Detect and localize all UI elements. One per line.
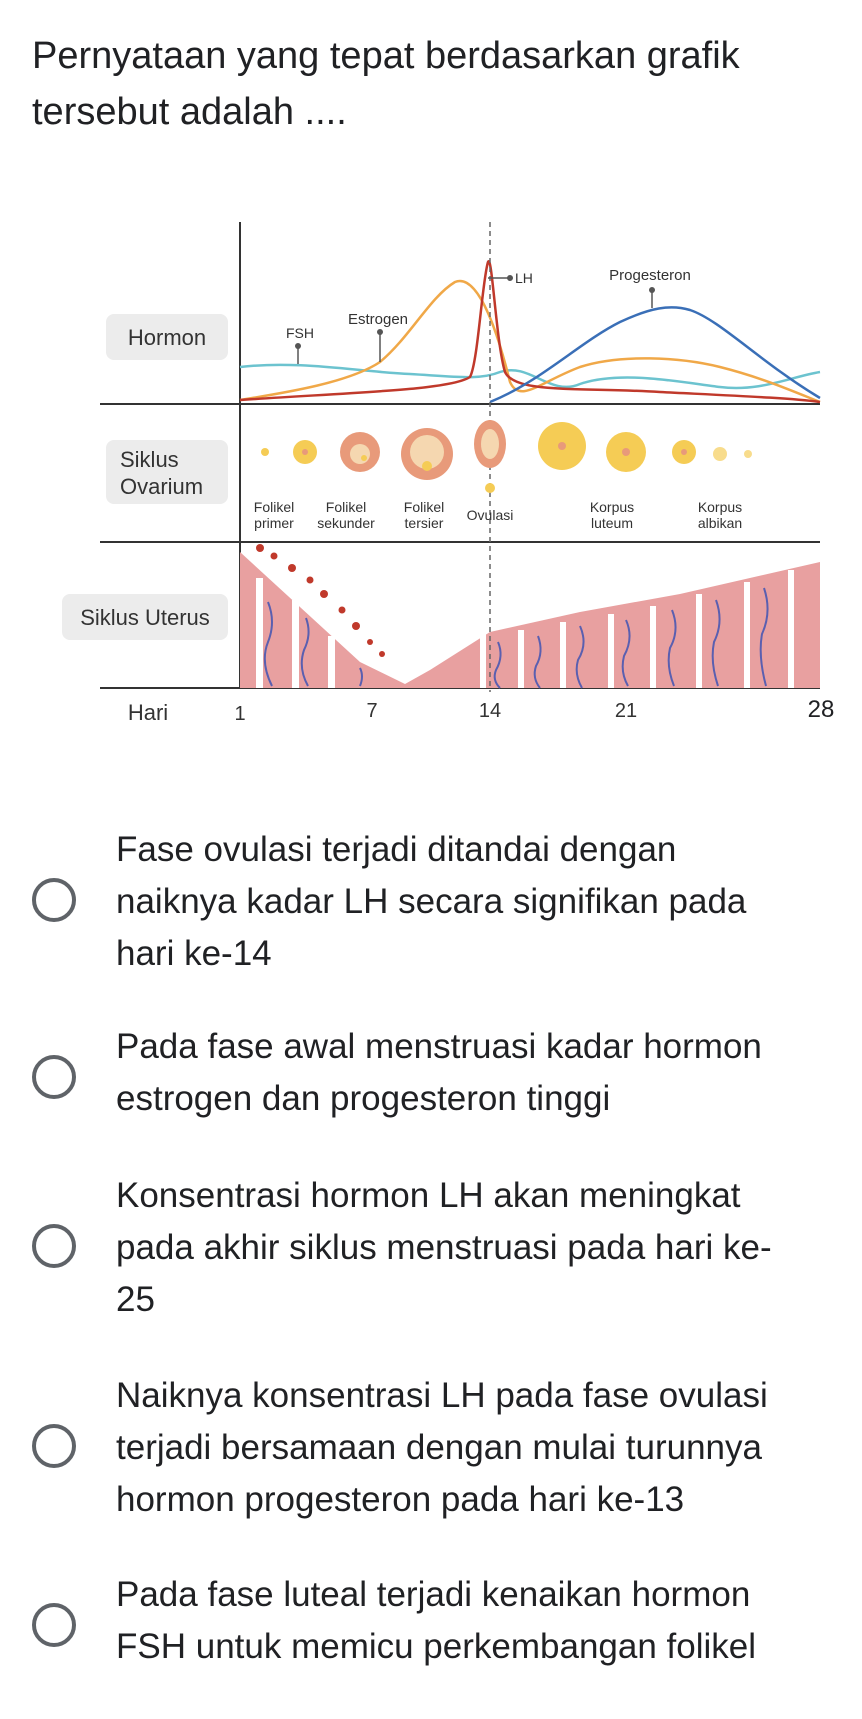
label-korpus-luteum-1: Korpus [589, 499, 635, 515]
day-tick-7: 7 [366, 700, 378, 722]
option-3-line2: pada akhir siklus menstruasi pada hari ke- [116, 1228, 772, 1267]
label-korpus-albikan-1: Korpus [697, 499, 743, 515]
uterus-row-label: Siklus Uterus [80, 605, 210, 630]
radio-button-2[interactable] [32, 1055, 76, 1099]
menstrual-cycle-figure [60, 222, 860, 792]
option-5-text[interactable] [116, 1569, 836, 1673]
label-ovulasi: Ovulasi [466, 507, 514, 523]
estrogen-label: Estrogen [347, 311, 409, 328]
radio-button-1[interactable] [32, 878, 76, 922]
ovary-stage-labels [254, 499, 742, 531]
label-folikel-primer-2: primer [254, 515, 294, 531]
option-3-line3: 25 [116, 1280, 155, 1319]
option-3-text[interactable] [116, 1170, 836, 1326]
day-tick-28: 28 [807, 696, 835, 723]
progesterone-label: Progesteron [609, 267, 691, 284]
ovary-row-label-line2: Ovarium [120, 474, 204, 499]
label-korpus-albikan-2: albikan [697, 515, 743, 531]
option-1-line2: naiknya kadar LH secara signifikan pada [116, 882, 747, 921]
day-tick-labels [234, 703, 245, 725]
option-4-line3: hormon progesteron pada hari ke-13 [116, 1480, 685, 1519]
day-tick-21: 21 [614, 700, 638, 722]
lh-label: LH [515, 270, 533, 286]
option-5-line2: FSH untuk memicu perkembangan folikel [116, 1627, 757, 1666]
label-folikel-sekunder-2: sekunder [317, 515, 375, 531]
uterus-lining [240, 544, 820, 688]
option-2-line2: estrogen dan progesteron tinggi [116, 1079, 611, 1118]
fsh-label: FSH [286, 325, 314, 341]
option-4-text[interactable] [116, 1370, 836, 1526]
radio-button-5[interactable] [32, 1603, 76, 1647]
question-text: Pernyataan yang tepat berdasarkan grafik tersebut adalah .... [32, 35, 740, 133]
label-folikel-tersier-1: Folikel [403, 499, 445, 515]
label-folikel-primer-1: Folikel [253, 499, 295, 515]
day-tick-14: 14 [478, 700, 502, 722]
cycle-diagram [60, 222, 860, 792]
option-5-line1: Pada fase luteal terjadi kenaikan hormon [116, 1575, 751, 1614]
option-1-text[interactable] [116, 824, 836, 980]
progesterone-label-group [609, 267, 691, 308]
ovary-stages [261, 420, 752, 493]
radio-button-3[interactable] [32, 1224, 76, 1268]
lh-label-group [488, 270, 533, 286]
hormone-row-label: Hormon [127, 325, 207, 350]
label-folikel-tersier-2: tersier [404, 515, 444, 531]
day-tick-1: 1 [234, 703, 246, 725]
ovary-row-label-line1: Siklus [120, 447, 179, 472]
fsh-label-group [286, 325, 314, 364]
day-row-label: Hari [127, 700, 169, 725]
option-2-text[interactable] [116, 1021, 836, 1125]
option-3-line1: Konsentrasi hormon LH akan meningkat [116, 1176, 741, 1215]
option-4-line1: Naiknya konsentrasi LH pada fase ovulasi [116, 1376, 768, 1415]
label-folikel-sekunder-1: Folikel [325, 499, 367, 515]
option-4-line2: terjadi bersamaan dengan mulai turunnya [116, 1428, 762, 1467]
estrogen-label-group [348, 311, 408, 362]
option-1-line3: hari ke-14 [116, 934, 272, 973]
label-korpus-luteum-2: luteum [590, 515, 634, 531]
option-2-line1: Pada fase awal menstruasi kadar hormon [116, 1027, 762, 1066]
radio-button-4[interactable] [32, 1424, 76, 1468]
option-1-line1: Fase ovulasi terjadi ditandai dengan [116, 830, 677, 869]
